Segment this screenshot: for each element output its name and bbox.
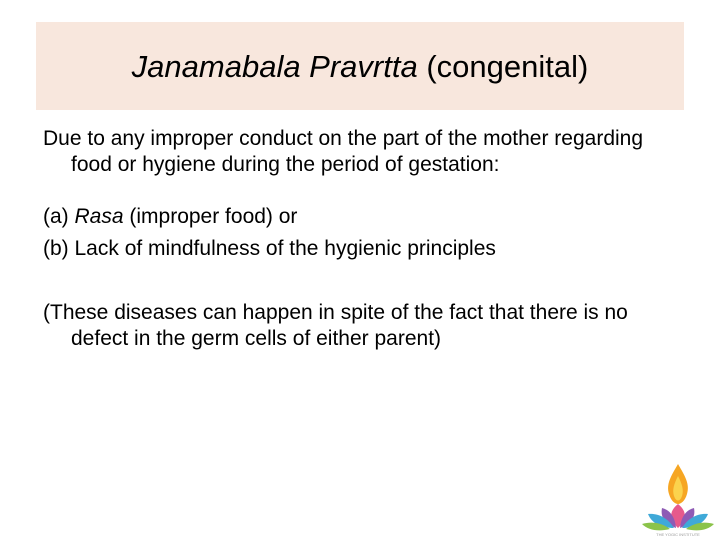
note-paragraph: (These diseases can happen in spite of the fact that there is no defect in the germ cells of either parent) [43, 301, 628, 350]
slide-body [43, 126, 683, 352]
lotus-flame-icon [640, 462, 716, 538]
slide-title [131, 48, 589, 84]
title-qualifier: (congenital) [417, 48, 589, 84]
list-item-a [43, 204, 683, 230]
logo-tagline: THE YOGIC INSTITUTE [656, 532, 700, 537]
intro-paragraph: Due to any improper conduct on the part of the mother regarding food or hygiene during the period of gestation: [43, 127, 644, 176]
list-item-a-term: Rasa [74, 205, 124, 228]
title-band [36, 22, 684, 110]
list-item-b: (b) Lack of mindfulness of the hygienic principles [43, 237, 496, 260]
list-item-a-rest: (improper food) or [123, 205, 298, 228]
list-item-a-prefix: (a) [43, 205, 75, 228]
title-sanskrit-term: Janamabala Pravrtta [131, 48, 418, 84]
logo-graphic [640, 462, 716, 538]
